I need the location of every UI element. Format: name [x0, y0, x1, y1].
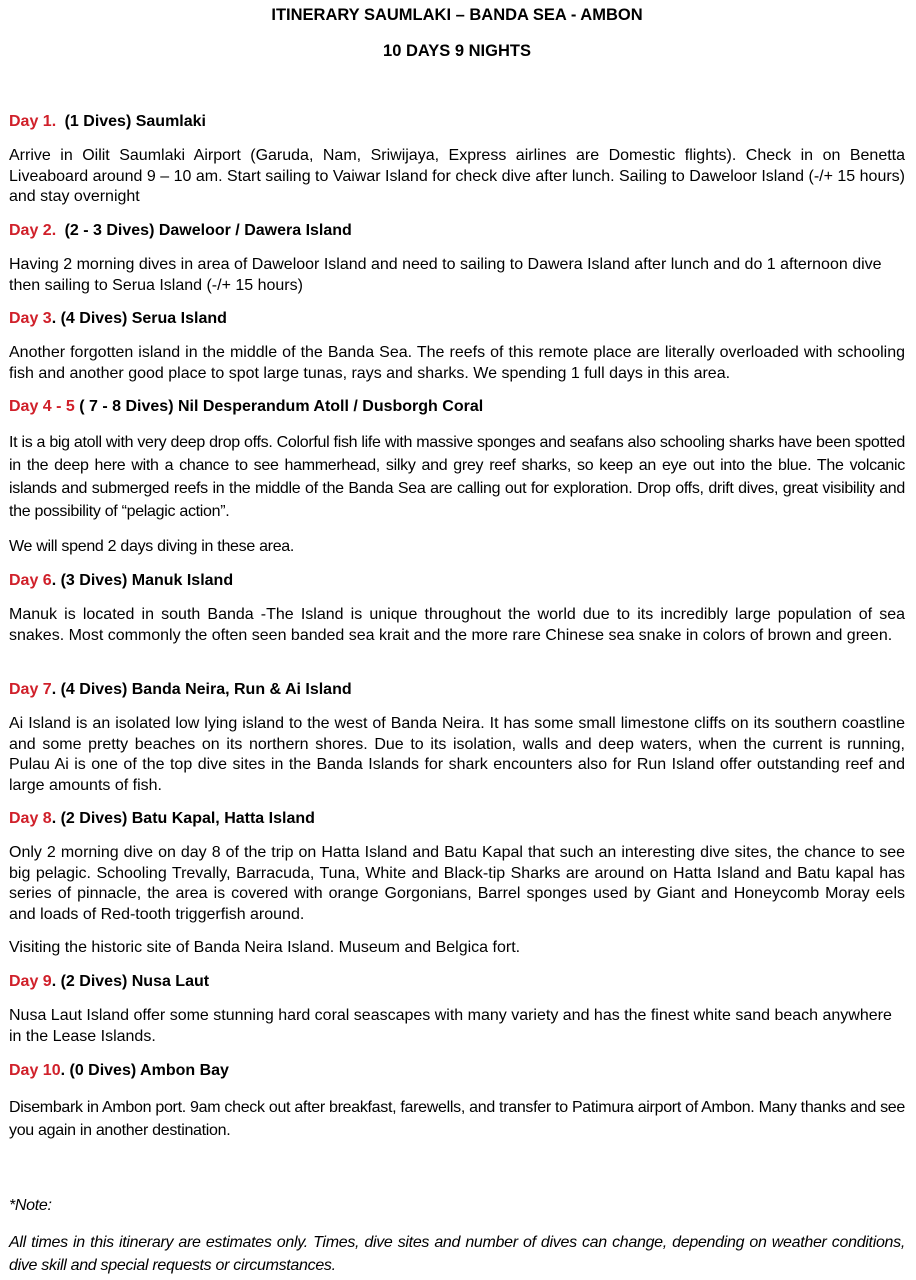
day-title: . (4 Dives) Banda Neira, Run & Ai Island: [51, 681, 352, 698]
day-title: . (0 Dives) Ambon Bay: [60, 1062, 229, 1079]
document-subtitle: 10 DAYS 9 NIGHTS: [383, 42, 531, 60]
day-heading: [9, 310, 227, 328]
day-label: Day 10: [9, 1062, 61, 1079]
day-title: . (2 Dives) Nusa Laut: [51, 973, 210, 990]
day-heading: [9, 572, 233, 590]
day-heading: [9, 973, 209, 991]
day-heading: [9, 810, 315, 828]
day-description: Having 2 morning dives in area of Daweloor Island and need to sailing to Dawera Island after lunch and do 1 afternoon dive then sailing to Serua Island (-/+ 15 hours): [9, 256, 882, 294]
note-text: All times in this itinerary are estimates only. Times, dive sites and number of dives can change, depending on weather conditions, dive skill and special requests or circumstances.: [9, 1234, 905, 1274]
day-label: Day 1.: [9, 113, 57, 130]
day-label: Day 4 - 5: [9, 398, 75, 415]
day-description: Nusa Laut Island offer some stunning hard coral seascapes with many variety and has the finest white sand beach anywhere in the Lease Islands.: [9, 1007, 892, 1045]
day-heading: [9, 222, 352, 240]
day-description: Ai Island is an isolated low lying island to the west of Banda Neira. It has some small limestone cliffs on its southern coastline and some pretty beaches on its northern shores. Due to its isolation, walls and deep waters, when the current is running, Pulau Ai is one of the top dive sites in the Banda Islands for shark encounters also for Run Island offer outstanding reef and large amounts of fish.: [9, 715, 905, 794]
day-title: . (3 Dives) Manuk Island: [51, 572, 234, 589]
day-label: Day 6: [9, 572, 52, 589]
day-title: . (2 Dives) Batu Kapal, Hatta Island: [51, 810, 315, 827]
note-label: *Note:: [9, 1197, 52, 1214]
day-title: (1 Dives) Saumlaki: [60, 113, 206, 130]
day-description: Disembark in Ambon port. 9am check out after breakfast, farewells, and transfer to Patimura airport of Ambon. Many thanks and see you again in another destination.: [9, 1099, 905, 1139]
day-description: It is a big atoll with very deep drop offs. Colorful fish life with massive sponges and seafans also schooling sharks have been spotted in the deep here with a chance to see hammerhead, silky and grey reef sharks, so keep an eye out into the blue. The volcanic islands and submerged reefs in the middle of the Banda Sea are calling out for exploration. Drop offs, drift dives, great visibility and the possibility of “pelagic action”.: [9, 434, 905, 520]
day-heading: [9, 681, 352, 699]
day-description: Visiting the historic site of Banda Neira Island. Museum and Belgica fort.: [9, 939, 521, 956]
day-description: We will spend 2 days diving in these area.: [9, 538, 295, 555]
day-description: Arrive in Oilit Saumlaki Airport (Garuda, Nam, Sriwijaya, Express airlines are Domestic flights). Check in on Benetta Liveaboard around 9 – 10 am. Start sailing to Vaiwar Island for check dive after lunch. Sailing to Daweloor Island (-/+ 15 hours) and stay overnight: [9, 147, 905, 205]
day-heading: [9, 1062, 229, 1080]
day-label: Day 3: [9, 310, 52, 327]
day-heading: [9, 113, 206, 131]
day-title: ( 7 - 8 Dives) Nil Desperandum Atoll / Dusborgh Coral: [74, 398, 484, 415]
day-label: Day 8: [9, 810, 52, 827]
document-title: ITINERARY SAUMLAKI – BANDA SEA - AMBON: [271, 6, 643, 24]
day-title: (2 - 3 Dives) Daweloor / Dawera Island: [60, 222, 352, 239]
day-label: Day 9: [9, 973, 52, 990]
day-label: Day 7: [9, 681, 52, 698]
day-description: Another forgotten island in the middle of the Banda Sea. The reefs of this remote place are literally overloaded with schooling fish and another good place to spot large tunas, rays and sharks. We spending 1 full days in this area.: [9, 344, 905, 382]
day-title: . (4 Dives) Serua Island: [51, 310, 227, 327]
day-description: Manuk is located in south Banda -The Island is unique throughout the world due to its incredibly large population of sea snakes. Most commonly the often seen banded sea krait and the more rare Chinese sea snake in colors of brown and green.: [9, 606, 905, 644]
day-label: Day 2.: [9, 222, 57, 239]
day-heading: [9, 398, 483, 416]
day-description: Only 2 morning dive on day 8 of the trip on Hatta Island and Batu Kapal that such an interesting dive sites, the chance to see big pelagic. Schooling Trevally, Barracuda, Tuna, White and Black-tip Sharks are around on Hatta Island and Batu kapal has series of pinnacle, the area is covered with orange Gorgonians, Barrel sponges used by Giant and Honeycomb Moray eels and loads of Red-tooth triggerfish around.: [9, 844, 905, 923]
